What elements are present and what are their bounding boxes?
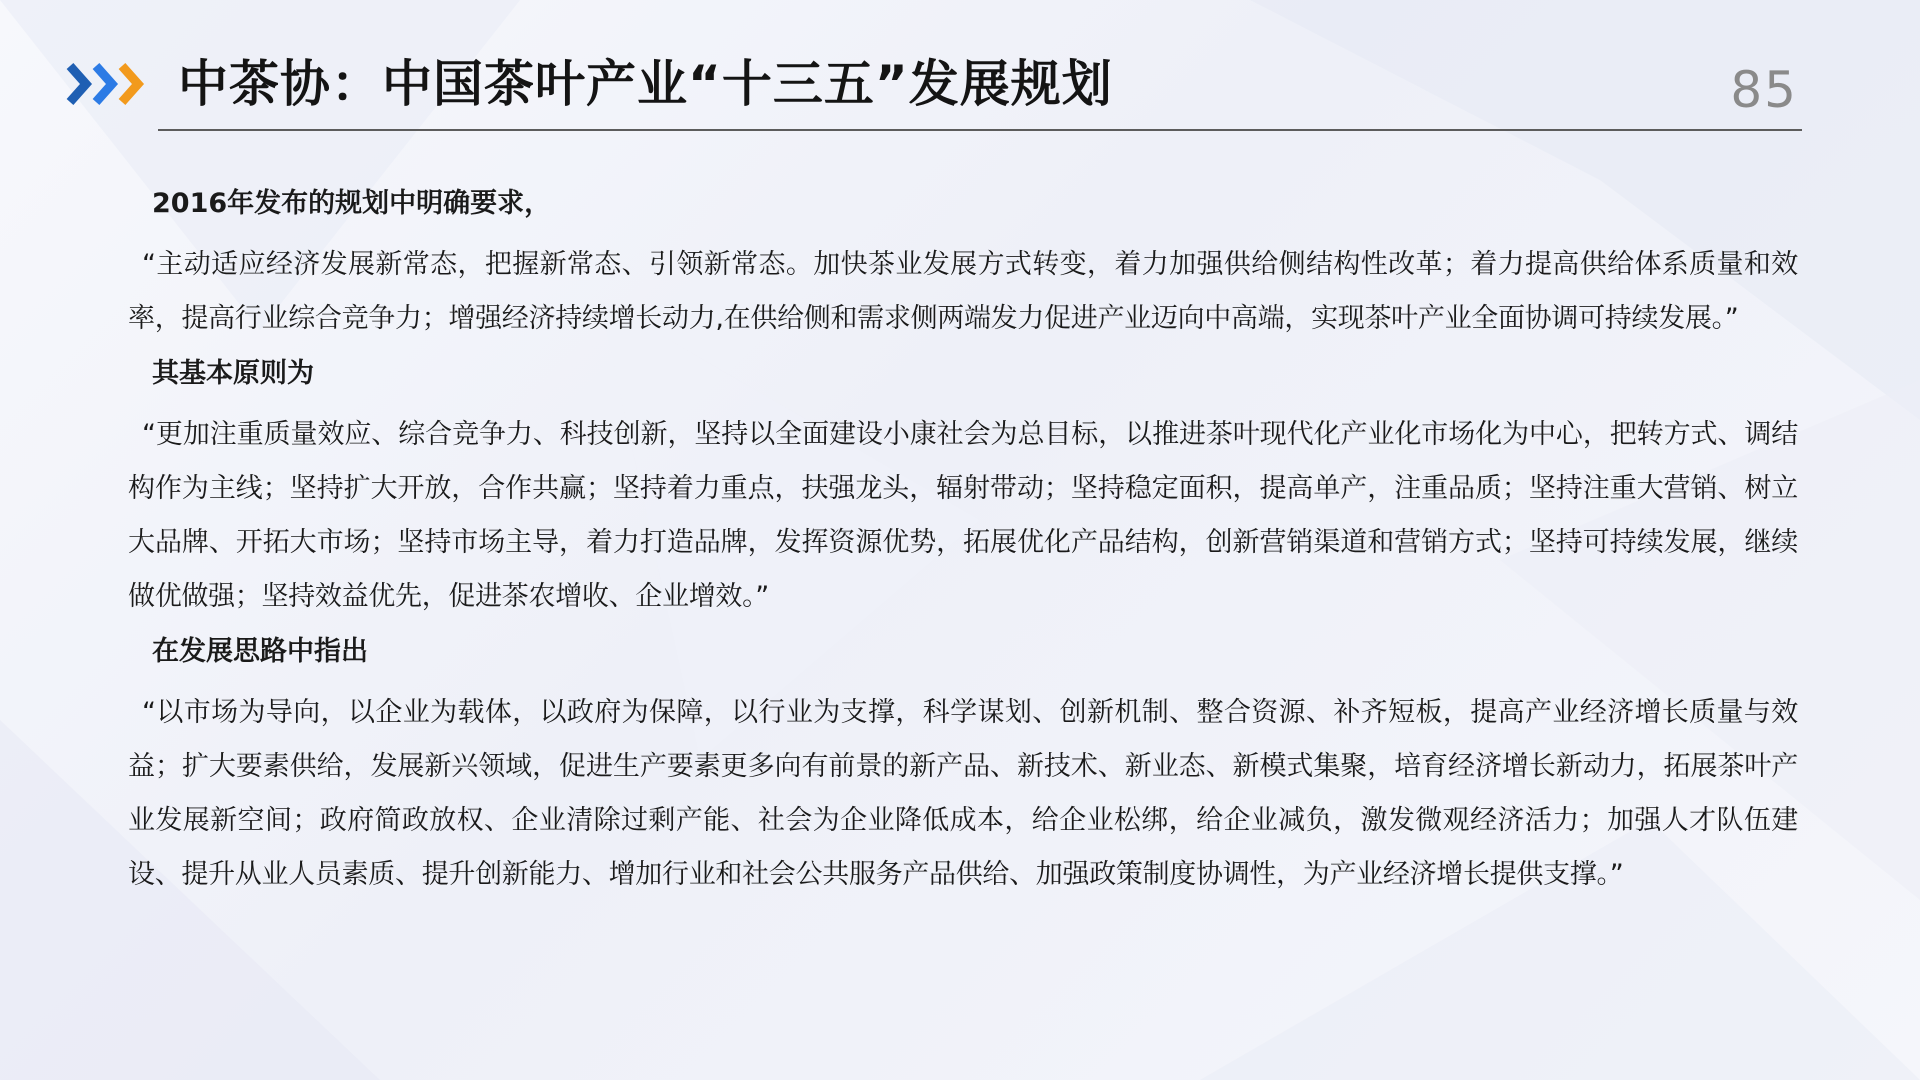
section-heading: 在发展思路中指出 xyxy=(152,636,368,667)
content-body xyxy=(128,182,1798,902)
title-divider xyxy=(158,129,1802,131)
page-number: 85 xyxy=(1730,61,1798,119)
section-paragraph: “更加注重质量效应、综合竞争力、科技创新，坚持以全面建设小康社会为总目标，以推进茶叶现代化产业化市场化为中心，把转方式、调结构作为主线；坚持扩大开放，合作共赢；坚持着力重点，扶强龙头，辐射带动；坚持稳定面积，提高单产，注重品质；坚持注重大营销、树立大品牌、开拓大市场；坚持市场主导，着力打造品牌，发挥资源优势，拓展优化产品结构，创新营销渠道和营销方式；坚持可持续发展，继续做优做强；坚持效益优先，促进茶农增收、企业增效。” xyxy=(128,419,1798,612)
section-paragraph: “以市场为导向，以企业为载体，以政府为保障，以行业为支撑，科学谋划、创新机制、整合资源、补齐短板，提高产业经济增长质量与效益；扩大要素供给，发展新兴领域，促进生产要素更多向有前景的新产品、新技术、新业态、新模式集聚，培育经济增长新动力，拓展茶叶产业发展新空间；政府简政放权、企业清除过剩产能、社会为企业降低成本，给企业松绑，给企业减负，激发微观经济活力；加强人才队伍建设、提升从业人员素质、提升创新能力、增加行业和社会公共服务产品供给、加强政策制度协调性，为产业经济增长提供支撑。” xyxy=(128,697,1798,890)
section-heading: 2016年发布的规划中明确要求， xyxy=(152,188,552,219)
page-title: 中茶协：中国茶叶产业“十三五”发展规划 xyxy=(178,55,1113,113)
section-paragraph: “主动适应经济发展新常态，把握新常态、引领新常态。加快茶业发展方式转变，着力加强供给侧结构性改革；着力提高供给体系质量和效率，提高行业综合竞争力；增强经济持续增长动力,在供给侧和需求侧两端发力促进产业迈向中高端，实现茶叶产业全面协调可持续发展。” xyxy=(128,249,1798,334)
triple-chevron-right-icon xyxy=(66,60,152,108)
section-heading: 其基本原则为 xyxy=(152,358,314,389)
